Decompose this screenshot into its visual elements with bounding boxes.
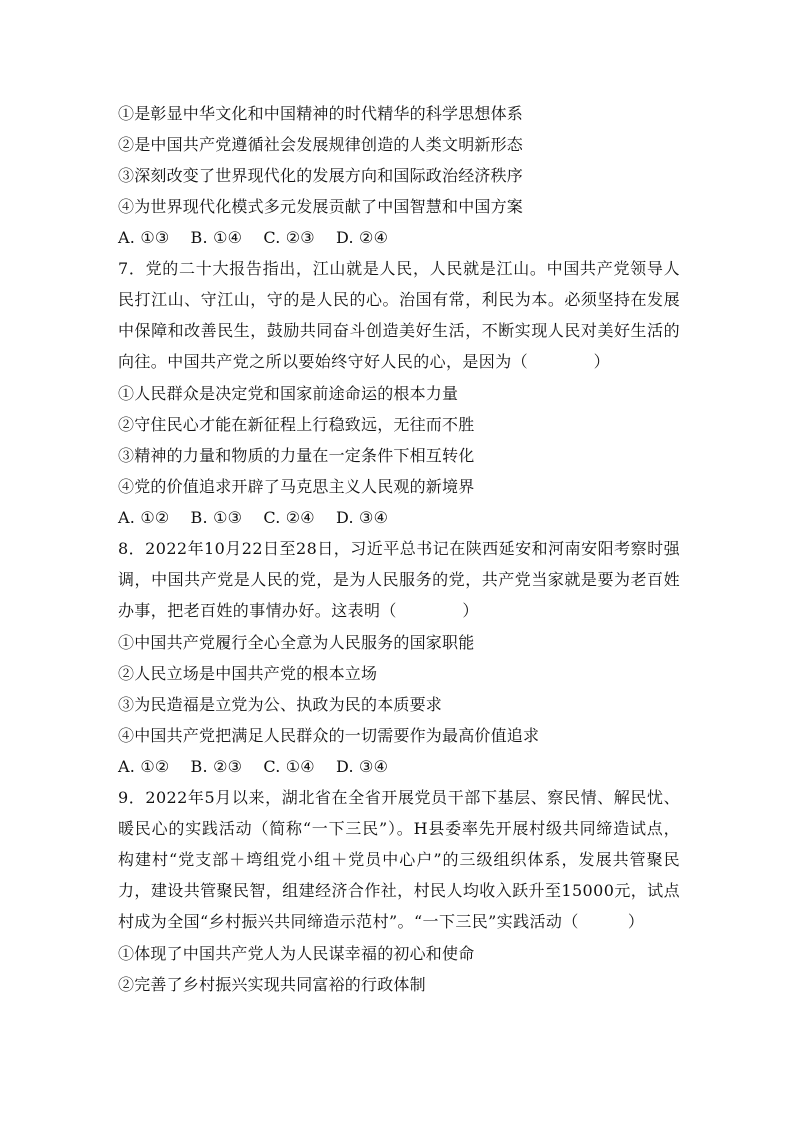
q9-item-1: ①体现了中国共产党人为人民谋幸福的初心和使命	[118, 944, 475, 963]
q8-item-1: ①中国共产党履行全心全意为人民服务的国家职能	[118, 633, 475, 652]
q9-item-2: ②完善了乡村振兴实现共同富裕的行政体制	[118, 975, 426, 994]
q8-stem: 8．2022年10月22日至28日，习近平总书记在陕西延安和河南安阳考察时强调，中国共产党是人民的党，是为人民服务的党，共产党当家就是要为老百姓办事，把老百姓的事情办好。这表明（ ）	[118, 539, 680, 621]
q8-item-2: ②人民立场是中国共产党的根本立场	[118, 664, 378, 683]
q9-stem: 9．2022年5月以来，湖北省在全省开展党员干部下基层、察民情、解民忧、暖民心的实践活动（简称“一下三民”）。H县委率先开展村级共同缔造试点，构建村“党支部＋塆组党小组＋党员中心户”的三级组织体系，发展共管聚民力，建设共管聚民智，组建经济合作社，村民人均收入跃升至15000元，试点村成为全国“乡村振兴共同缔造示范村”。“一下三民”实践活动（ ）	[118, 788, 680, 932]
q7-item-1: ①人民群众是决定党和国家前途命运的根本力量	[118, 384, 459, 403]
q6-item-4: ④为世界现代化模式多元发展贡献了中国智慧和中国方案	[118, 197, 524, 216]
q6-options: A. ①③ B. ①④ C. ②③ D. ②④	[118, 228, 389, 247]
q8-options: A. ①② B. ②③ C. ①④ D. ③④	[118, 757, 389, 776]
q8-item-3: ③为民造福是立党为公、执政为民的本质要求	[118, 695, 443, 714]
q7-options: A. ①② B. ①③ C. ②④ D. ③④	[118, 508, 389, 527]
q7-item-4: ④党的价值追求开辟了马克思主义人民观的新境界	[118, 477, 475, 496]
q7-stem: 7．党的二十大报告指出，江山就是人民，人民就是江山。中国共产党领导人民打江山、守江山，守的是人民的心。治国有常，利民为本。必须坚持在发展中保障和改善民生，鼓励共同奋斗创造美好生活，不断实现人民对美好生活的向往。中国共产党之所以要始终守好人民的心，是因为（ ）	[118, 259, 680, 372]
q6-item-3: ③深刻改变了世界现代化的发展方向和国际政治经济秩序	[118, 166, 524, 185]
q8-item-4: ④中国共产党把满足人民群众的一切需要作为最高价值追求	[118, 726, 540, 745]
q7-item-3: ③精神的力量和物质的力量在一定条件下相互转化	[118, 446, 475, 465]
q6-item-2: ②是中国共产党遵循社会发展规律创造的人类文明新形态	[118, 135, 524, 154]
q7-item-2: ②守住民心才能在新征程上行稳致远，无往而不胜	[118, 415, 475, 434]
q6-item-1: ①是彰显中华文化和中国精神的时代精华的科学思想体系	[118, 104, 524, 123]
